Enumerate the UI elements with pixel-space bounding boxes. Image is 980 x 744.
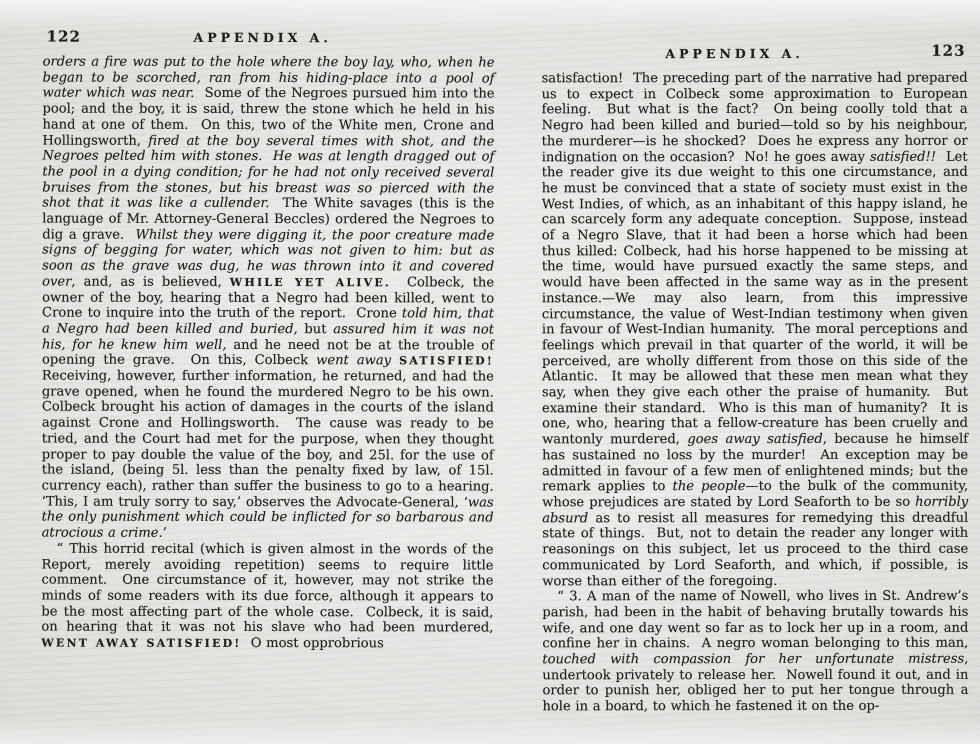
page-left bbox=[41, 27, 504, 653]
text-segment: The White savages (this is the language of Mr. Attorney-General Beccles) ordered the Negroes to dig a grave. bbox=[42, 196, 499, 243]
page-number-right: 123 bbox=[931, 41, 966, 60]
text-segment: satisfied!! bbox=[869, 149, 937, 165]
text-segment: , undertook privately to release her. Nowell found it out, and in order to punish her, obliged her to put her tongue through a hole in a board, to which he fastened it on the op- bbox=[542, 651, 974, 715]
page-number-left: 122 bbox=[46, 27, 81, 46]
text-segment: went away bbox=[316, 353, 400, 369]
text-segment: the people bbox=[672, 479, 746, 495]
text-segment: satisfaction! The preceding part of the narrative had prepared us to expect in Colbeck some approximation to European feeling. But what is the fact? On being coolly told that a Negro had been killed and buried—told so by his neighbour, the murderer—is he shocked? Does he express any horror or indignation on the occasion? No! he goes away bbox=[541, 70, 973, 165]
paragraph bbox=[41, 54, 504, 543]
text-segment: fired at the boy several times with shot, and the Negroes pelted him with stones. He was at length dragged out of the pool in a dying condition; for he had not only received several bruises from the stones, but his breast was so pierced with the shot that it was like a cullender. bbox=[42, 133, 500, 212]
text-segment: orders a fire was put to the hole where the boy lay, who, when he began to be scorched, ran from his hiding-place into a pool of water which was near. bbox=[42, 54, 500, 102]
text-segment: “ This horrid recital (which is given almost in the words of the Report, merely avoiding repetition) seems to require little comment. One circumstance of it, however, may not strike the minds of some readers with its due force, although it appears to be the most affecting part of the whole case. Colbeck, it is said, on hearing that it was not his slave who had been murdered, bbox=[41, 541, 499, 636]
text-segment: and he need not be at the trouble of opening the grave. On this, Colbeck bbox=[41, 337, 499, 369]
page-right bbox=[541, 41, 974, 715]
text-segment: Colbeck, the owner of the boy, hearing that a Negro had been killed, went to Crone to inquire into the truth of the report. Crone bbox=[42, 275, 499, 322]
text-segment: SATISFIED! bbox=[399, 354, 494, 368]
text-segment: , because he himself has sustained no loss by the murder! An exception may be admitted in favour of a few men of enlightened minds; but the remark applies to bbox=[542, 431, 973, 495]
running-header-left: APPENDIX A. bbox=[193, 29, 332, 46]
text-segment: goes away satisfied bbox=[687, 432, 823, 448]
paragraph bbox=[542, 588, 974, 715]
text-segment: told him, that a Negro had been killed and buried, bbox=[42, 306, 499, 338]
text-segment: touched with compassion for her unfortunate mistress bbox=[542, 651, 965, 668]
text-segment: WENT AWAY SATISFIED! bbox=[41, 636, 242, 650]
page-left-header bbox=[43, 28, 495, 49]
page-right-body bbox=[541, 70, 974, 715]
running-header-right: APPENDIX A. bbox=[665, 45, 804, 62]
text-segment: as to resist all measures for remedying this dreadful state of things. But, not to detain the reader any longer with reasonings on this subject, let us proceed to the third case communicated by Lord Seaforth, and which, if possible, is worse than either of the foregoing. bbox=[542, 510, 973, 589]
page-left-body bbox=[41, 54, 504, 653]
paragraph bbox=[41, 541, 499, 652]
paragraph bbox=[541, 70, 973, 590]
text-segment: “ 3. A man of the name of Nowell, who lives in St. Andrew’s parish, had been in the habit of behaving brutally towards his wife, and one day went so far as to lock her up in a room, and confine her in chains. A negro woman belonging to this man, bbox=[542, 588, 974, 652]
text-segment: —to the bulk of the community, whose prejudices are stated by Lord Seaforth to be so bbox=[542, 478, 973, 511]
text-segment: but bbox=[297, 322, 334, 338]
text-segment: Let the reader give its due weight to this one circumstance, and he must be convinced that a state of society must exist in the West Indies, of which, as an inhabitant of this happy island, he can scarcely form any adequate conception. Suppose, instead of a Negro Slave, that it had been a horse which had been thus killed: Colbeck, had his horse happened to be missing at the time, would have pursued exactly the same steps, and would have been affected in the same way as in the present instance.—We may also learn, from this impressive circumstance, the value of West-Indian testimony when given in favour of West-Indian humanity. The moral perceptions and feelings which prevail in that quarter of the world, it will be perceived, are wholly different from those on this side of the Atlantic. It may be allowed that these men mean what they say, when they give each other the praise of humanity. But examine their standard. Who is this man of humanity? It is one, who, hearing that a fellow-creature has been cruelly and wantonly murdered, bbox=[541, 149, 973, 448]
text-segment: Some of the Negroes pursued him into the pool; and the boy, it is said, threw the stone which he held in his hand at one of them. On this, two of the White men, Crone and Hollingsworth, bbox=[42, 86, 500, 149]
text-segment: was the only punishment which could be inflicted for so barbarous and atrocious a crime.’ bbox=[41, 495, 499, 541]
text-segment: O most opprobrious bbox=[241, 635, 384, 652]
text-segment: WHILE YET ALIVE. bbox=[229, 275, 391, 290]
page-right-header bbox=[542, 41, 968, 65]
text-segment: Receiving, however, further information, he returned, and had the grave opened, when he found the murdered Negro to be his own. Colbeck brought his action of damages in the courts of the island against Crone and Hollingsworth. The cause was ready to be tried, and the Court had met for the purpose, when they thought proper to pay double the value of the boy, and 25l. for the use of the island, (being 5l. less than the penalty fixed by law, of 15l. currency each), rather than suffer the business to go to a hearing. ‘This, I am truly sorry to say,’ observes the Advocate-General, ‘ bbox=[41, 353, 504, 511]
text-segment: , and, as is believed, bbox=[71, 274, 230, 290]
text-segment: assured him it was not his, for he knew him well, bbox=[41, 322, 499, 353]
text-segment: horribly absurd bbox=[542, 494, 973, 526]
text-segment: Whilst they were digging it, the poor creature made signs of begging for water, which was not given to him: but as soon as the grave was dug, he was thrown into it and covered over bbox=[42, 227, 499, 290]
